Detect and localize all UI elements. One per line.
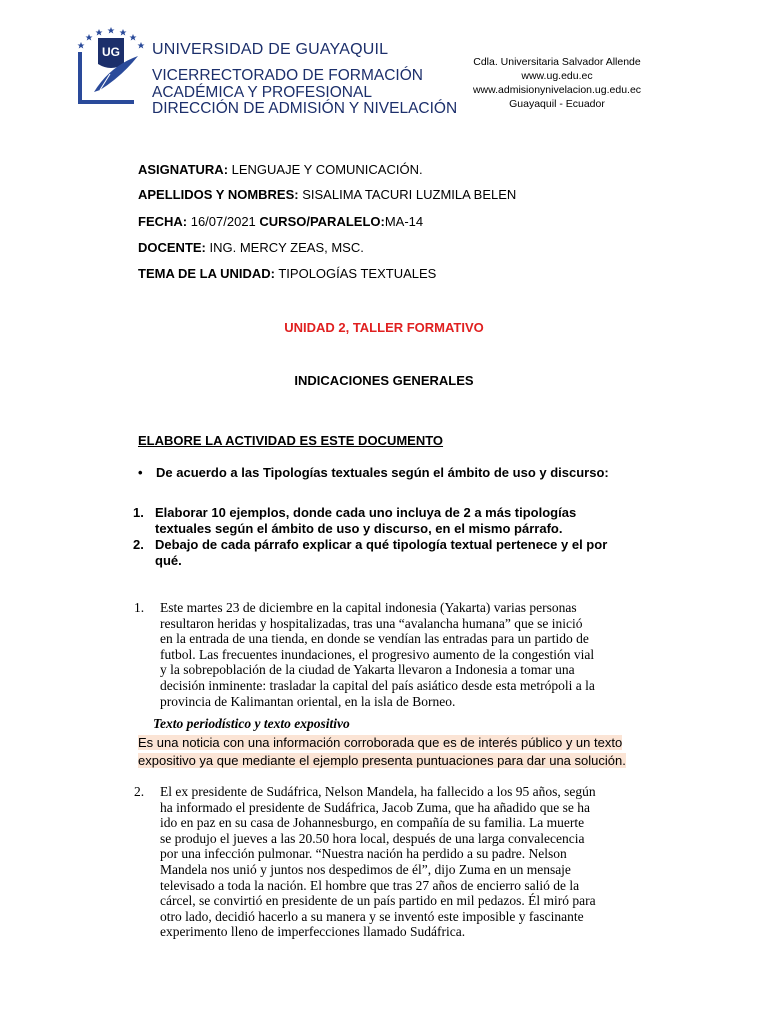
paragraph-line: televisado a toda la nación. El hombre que tras 27 años de encierro salió de la [160,877,580,893]
paragraph-line: cárcel, se convirtió en presidente de un país partido en mil pedazos. Él miró para [160,893,596,909]
paragraph-line: y la sobrepoblación de la ciudad de Yakarta llevaron a Indonesia a tomar una [160,662,575,678]
field-label: FECHA: [138,214,188,229]
field-asignatura [138,162,423,177]
paragraph-line: resultaron heridas y hospitalizadas, tras una “avalancha humana” que se inició [160,615,583,631]
explanation-line: Es una noticia con una información corroborada que es de interés público y un texto [138,735,623,750]
example-number: 1. [134,600,145,615]
field-tema [138,266,436,281]
address-line: www.admisionynivelacion.ug.edu.ec [472,84,642,96]
bullet-icon: • [138,465,143,480]
field-apellidos [138,187,516,202]
paragraph-line: Este martes 23 de diciembre en la capital indonesia (Yakarta) varias personas [160,600,577,615]
paragraph-line: experimento lleno de imperfecciones llamado Sudáfrica. [160,924,466,940]
unit-title: UNIDAD 2, TALLER FORMATIVO [284,320,484,335]
field-label: DOCENTE: [138,240,206,255]
example-paragraph [160,784,656,940]
paragraph-line: otro lado, decidió hacerlo a su manera y se inventó este imposible y fascinante [160,908,584,924]
vicerrectorado-line: ACADÉMICA Y PROFESIONAL [152,83,372,101]
elabore-heading: ELABORE LA ACTIVIDAD ES ESTE DOCUMENTO [138,433,444,448]
address-line: www.ug.edu.ec [521,70,593,82]
university-name: UNIVERSIDAD DE GUAYAQUIL [152,41,389,58]
vicerrectorado-line: DIRECCIÓN DE ADMISIÓN Y NIVELACIÓN [152,100,458,117]
paragraph-line: por una infección pulmonar. “Nuestra nación ha perdido a su padre. Nelson [160,846,567,862]
instruction-number: 2. [133,537,144,552]
address-line: Guayaquil - Ecuador [509,98,605,110]
field-label: TEMA DE LA UNIDAD: [138,266,275,281]
field-value: SISALIMA TACURI LUZMILA BELEN [298,187,517,202]
explanation-block [138,734,626,770]
paragraph-line: futbol. Las frecuentes inundaciones, el progresivo aumento de la congestión vial [160,646,595,662]
typology-label: Texto periodístico y texto expositivo [153,716,350,731]
field-value: MA-14 [384,214,424,229]
field-value: 16/07/2021 [187,214,260,229]
field-fecha [138,214,423,229]
example-number: 2. [134,784,145,799]
instruction-line: Elaborar 10 ejemplos, donde cada uno incluya de 2 a más tipologías [155,505,577,520]
vicerrectorado-line: VICERRECTORADO DE FORMACIÓN [152,67,423,84]
field-label: CURSO/PARALELO: [259,214,385,229]
university-logo [76,26,146,108]
address-line: Cdla. Universitaria Salvador Allende [473,56,641,68]
field-label: ASIGNATURA: [138,162,229,177]
bullet-item [138,465,609,480]
field-label: APELLIDOS Y NOMBRES: [138,187,299,202]
instruction-line: textuales según el ámbito de uso y discurso, en el mismo párrafo. [155,521,563,536]
paragraph-line: ido en paz en su casa de Johannesburgo, en compañía de su familia. La muerte [160,815,585,831]
paragraph-line: ha informado el presidente de Sudáfrica, Jacob Zuma, que ha añadido que se ha [160,799,590,815]
field-value: TIPOLOGÍAS TEXTUALES [274,266,437,281]
paragraph-line: decisión inminente: trasladar la capital del país asiático desde esta metrópoli a la [160,677,595,693]
instruction-item [155,505,576,537]
instruction-line: qué. [155,553,182,568]
paragraph-line: provincia de Kalimantan oriental, en la isla de Borneo. [160,693,456,709]
field-value: ING. MERCY ZEAS, MSC. [205,240,364,255]
paragraph-line: se produjo el jueves a las 20.50 hora local, después de una larga convalecencia [160,830,585,846]
instruction-number: 1. [133,505,144,520]
bullet-text: De acuerdo a las Tipologías textuales según el ámbito de uso y discurso: [156,465,609,480]
explanation-line: expositivo ya que mediante el ejemplo presenta puntuaciones para dar una solución. [138,753,626,768]
field-docente [138,240,364,255]
indicaciones-heading: INDICACIONES GENERALES [294,373,474,388]
vicerrectorado-block [152,68,457,118]
paragraph-line: El ex presidente de Sudáfrica, Nelson Mandela, ha fallecido a los 95 años, según [160,784,596,799]
address-block [462,55,652,111]
instruction-line: Debajo de cada párrafo explicar a qué tipología textual pertenece y el por [155,537,608,552]
paragraph-line: en la entrada de una tienda, en donde se vendían las entradas para un partido de [160,631,589,647]
field-value: LENGUAJE Y COMUNICACIÓN. [228,162,423,177]
logo-text: UG [102,45,120,59]
example-paragraph [160,600,656,709]
paragraph-line: Mandela nos unió y juntos nos despedimos de él”, dijo Zuma en un mensaje [160,861,571,877]
instruction-item [155,537,607,569]
